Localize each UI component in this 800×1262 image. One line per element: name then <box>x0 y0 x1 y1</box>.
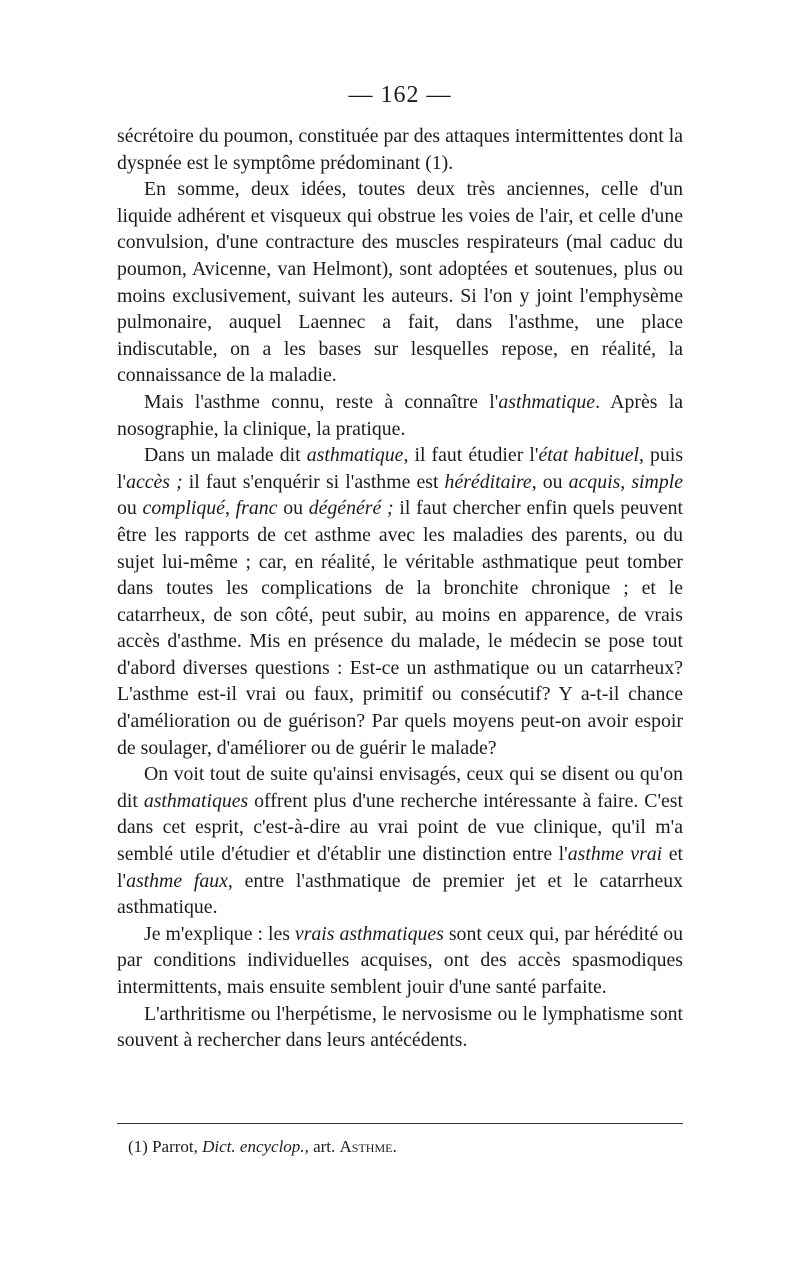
text: , ou <box>531 470 569 493</box>
footnote-work: Dict. encyclop. <box>202 1137 305 1156</box>
footnote-marker: (1) <box>128 1137 148 1156</box>
italic-text: acquis <box>568 470 621 493</box>
italic-text: asthmatique <box>306 444 404 467</box>
italic-text: asthmatique <box>498 390 596 413</box>
text: Je m'explique : les <box>144 922 295 945</box>
italic-text: franc <box>235 497 278 520</box>
text: et l' <box>117 843 683 892</box>
text: il faut chercher enfin quels peuvent être les rapports de cet asthme avec les maladies des parents, ou du sujet lui-même ; car, en réalité, le véritable asthmatique peut tomber dans toutes les complications de la bronchite chronique ; et le catarrheux, de son côté, peut subir, au moins en apparence, de vrais accès d'asthme. Mis en présence du malade, le médecin se pose tout d'abord diverses questions : Est-ce un asthmatique ou un catarrheux? L'asthme est-il vrai ou faux, primitif ou consécutif? Y a-t-il chance d'amélioration ou de guérison? Par quels moyens peut-on avoir espoir de soulager, d'améliorer ou de guérir le malade? <box>117 497 684 759</box>
italic-text: vrais asthmatiques <box>294 922 444 945</box>
text: il faut s'enquérir si l'asthme est <box>182 470 445 493</box>
italic-text: asthme vrai <box>567 843 663 866</box>
italic-text: compliqué <box>142 497 225 520</box>
italic-text: asthme faux <box>126 869 228 892</box>
italic-text: simple <box>631 470 683 493</box>
italic-text: héréditaire <box>444 470 532 493</box>
text: , entre l'asthmatique de premier jet et le catarrheux asthmatique. <box>117 869 683 919</box>
text: , <box>224 497 236 520</box>
paragraph <box>117 176 683 389</box>
paragraph <box>117 442 683 761</box>
text: offrent plus d'une recherche intéressante à faire. C'est dans cet esprit, c'est-à-dire au vrai point de vue clinique, qu'il m'a semblé utile d'étudier et d'établir une distinction entre l' <box>117 789 683 866</box>
footnote-separator <box>117 1123 683 1124</box>
text: En somme, deux idées, toutes deux très anciennes, celle d'un liquide adhérent et visqueux qui obstrue les voies de l'air, et celle d'une convulsion, d'une contracture des muscles respirateurs (mal caduc du poumon, Avicenne, van Helmont), sont adoptées et soutenues, plus ou moins exclusivement, suivant les auteurs. Si l'on y joint l'emphysème pulmonaire, auquel Laennec a fait, dans l'asthme, une place indiscutable, on a les bases sur lesquelles repose, en réalité, la connaissance de la maladie. <box>117 178 683 387</box>
text: ou <box>277 497 309 520</box>
paragraph <box>117 389 683 442</box>
text: On voit tout de suite qu'ainsi envisagés, ceux qui se disent ou qu'on dit <box>117 763 683 812</box>
paragraph <box>117 921 683 1001</box>
footnote-end: . <box>392 1137 397 1156</box>
text: Mais l'asthme connu, reste à connaître l' <box>144 390 499 413</box>
body-text <box>117 123 683 1054</box>
footnote-rest: , art. <box>304 1137 340 1156</box>
paragraph <box>117 761 683 921</box>
text: L'arthritisme ou l'herpétisme, le nervosisme ou le lymphatisme sont souvent à rechercher dans leurs antécédents. <box>117 1002 683 1052</box>
paragraph <box>117 1001 683 1054</box>
paragraph <box>117 123 683 176</box>
footnote-author: Parrot, <box>152 1137 198 1156</box>
text: sont ceux qui, par hérédité ou par conditions individuelles acquises, ont des accès spasmodiques intermittents, mais ensuite semblent jouir d'une santé parfaite. <box>117 922 684 998</box>
text: Dans un malade dit <box>144 444 307 467</box>
page-number: — 162 — <box>348 82 452 108</box>
text: . Après la nosographie, la clinique, la pratique. <box>117 390 683 440</box>
italic-text: dégénéré ; <box>308 497 394 520</box>
text: , <box>620 470 632 493</box>
italic-text: asthmatiques <box>143 789 249 812</box>
italic-text: accès ; <box>126 470 183 493</box>
footnote-article: Asthme <box>339 1137 393 1156</box>
footnote <box>128 1136 668 1158</box>
text: sécrétoire du poumon, constituée par des attaques intermittentes dont la dyspnée est le symptôme prédominant (1). <box>117 125 683 174</box>
text: ou <box>117 497 143 520</box>
text: , il faut étudier l' <box>403 444 539 467</box>
text: , puis l' <box>117 444 684 493</box>
italic-text: état habituel <box>538 444 640 467</box>
